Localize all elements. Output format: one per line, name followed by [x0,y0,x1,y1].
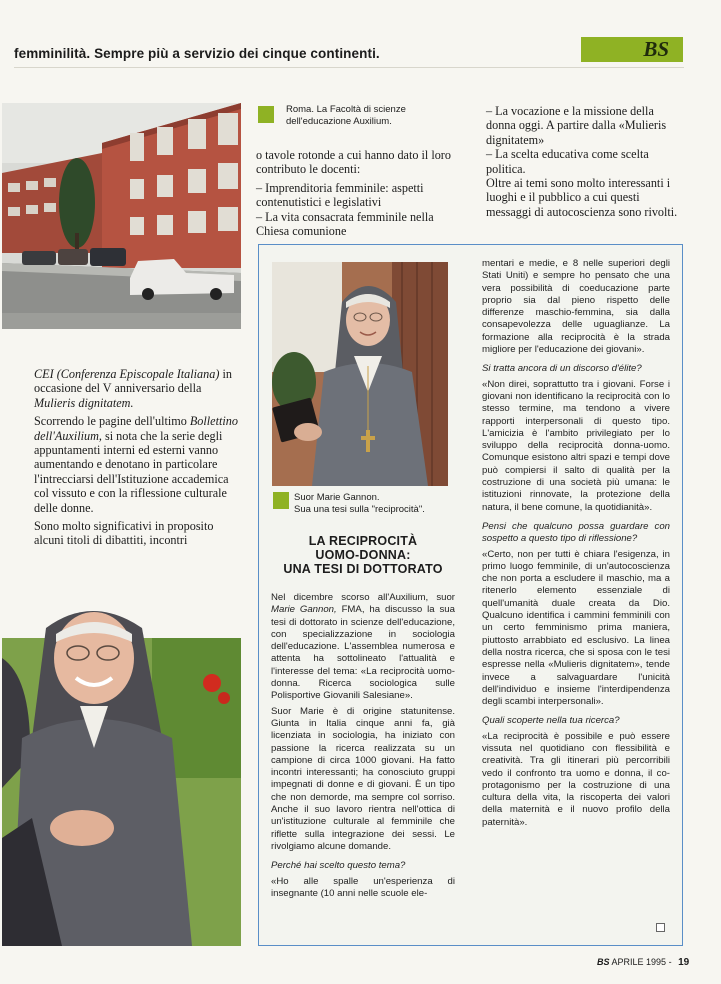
footer-issue: APRILE 1995 - [611,957,672,967]
paragraph: – Imprenditoria femminile: aspetti contenutistici e legislativi [256,180,424,210]
header-divider [14,67,684,68]
text-run: CEI [34,367,54,381]
smiling-sister-photo [2,588,241,946]
paragraph: Suor Marie è di origine statunitense. Giunta in Italia cinque anni fa, già licenziata in sociologia, ha iniziato con passione la ricerca realizzata su un campione di circa 1000 giovani. Ha fatto incontri interessanti; ha conosciuto gruppi impegnati di donne e di giovani. È un tipo che non demorde, ma sempre col sorriso. Anche il suo lavoro rientra nell'ottica di un'istituzione culturale al femminile che riflette sulla integrazione dei sessi. Le rivolgiamo alcune domande. [271,705,455,852]
paragraph [271,592,455,703]
interview-answer: «Certo, non per tutti è chiara l'esigenza, in primo luogo femminile, di un'autocoscienza che non porta a escludere il maschio, ma a ritenerlo elemento essenziale di quell'umanità duale creata da Dio. Qualcuno identifica i cammini femminili con un certo femminismo prima maniera, piuttosto arrabbiato ed esclusivo. La linea della nostra ricerca, che si sposa con le tesi espresse nella «Mulieris dignitatem», tende invece a salvaguardare l'unicità dell'individuo e insieme l'interdipendenza degli scambi interpersonali». [482,548,670,708]
caption-line: Sua una tesi sulla "reciprocità". [294,504,425,515]
text-run: Marie Gannon, [271,604,337,616]
page-footer [597,957,689,968]
interview-question: Quali scoperte nella tua ricerca? [482,715,620,727]
auxilium-building-photo [2,103,241,329]
magazine-badge: BS [581,37,683,62]
headline-line: UNA TESI DI DOTTORATO [283,562,443,576]
interview-question: Si tratta ancora di un discorso d'élite? [482,363,642,375]
headline-line: UOMO-DONNA: [315,548,411,562]
text-run: Nel dicembre scorso all'Auxilium, suor [271,592,455,603]
photo-caption-rome: Roma. La Facoltà di scienze dell'educazione Auxilium. [286,104,406,127]
caption-line: Suor Marie Gannon. [294,492,380,503]
text-run: FMA, ha discusso la sua tesi di dottorato in scienze dell'educazione, con specializzazione in sociologia dell'educazione. L'assemblea numerosa e attenta ha sottolineato l'attualità e l'interesse del tema: «La reciprocità uomo-donna. Ricerca sociologica sulle Polisportive Giovanili Salesiane». [271,604,455,702]
interview-question: Pensi che qualcuno possa guardare con sospetto a questo tipo di riflessione? [482,520,670,545]
headline-line: LA RECIPROCITÀ [308,534,418,548]
caption-marker [273,492,289,509]
text-run: Scorrendo le pagine dell'ultimo [34,414,190,429]
text-run: Bollettino dell'Auxilium, [34,414,238,443]
page-number: 19 [678,957,690,968]
text-run: si nota che la serie degli appuntamenti interni ed esterni vanno aumentando e denotano in particolare l'intrecciarsi dell'Istituzione accademica col vissuto e con la riflessione culturale delle donne. [34,428,229,515]
text-run: in occasione del V anniversario della [34,367,232,396]
sidebar-right-column [482,258,670,832]
interview-answer: mentari e medie, e 8 nelle superiori degli Stati Uniti) e sempre ho pensato che una vera possibilità di coeducazione parte proprio sia dal pieno rispetto delle differenze maschio-femmina, sia dalla consapevolezza delle uguaglianze. La formazione alla reciprocità è la strada migliore per l'educazione dei giovani». [482,258,670,356]
paragraph: Oltre ai temi sono molto interessanti i luoghi e il pubblico a cui questi messaggi di autocoscienza sono rivolti. [486,176,678,219]
paragraph: – La vita consacrata femminile nella Chiesa comunione [256,209,434,239]
marie-gannon-photo [272,262,448,486]
text-run: Mulieris dignitatem. [34,395,134,410]
caption-marker [258,106,274,123]
paragraph [34,367,242,410]
middle-column-text [256,148,468,242]
sidebar-headline [273,534,453,576]
interview-answer: «Non direi, soprattutto tra i giovani. Forse i giovani non identificano la reciprocità con lo stesso termine, ma tendono a vivere rapporti interpersonali di questo tipo. L'amicizia è l'ambito privilegiato per lo sviluppo della reciprocità donna-uomo. Comunque esistono altri spazi e tempi dove può compiersi il salto di qualità per la costruzione di una società più umana: le istituzioni rinnovate, la protezione della natura, il bene comune, la quotidianità». [482,378,670,513]
running-head: femminilità. Sempre più a servizio dei cinque continenti. [14,46,380,61]
paragraph [34,414,242,515]
end-of-article-mark [656,923,665,932]
paragraph: o tavole rotonde a cui hanno dato il loro contributo le docenti: [256,148,451,177]
right-column-text [486,104,686,223]
interview-answer: «Ho alle spalle un'esperienza di insegnante (10 anni nelle scuole ele- [271,875,455,899]
paragraph: Sono molto significativi in proposito alcuni titoli di dibattiti, incontri [34,519,214,548]
interview-answer: «La reciprocità è possibile e può essere vissuta nel quotidiano con flessibilità e creatività. Tra gli itinerari più percorribili vedo il confronto tra uomo e donna, il co-protagonismo per la costruzione di una cultura della vita, la riscoperta dei valori della maternità e il nuovo profilo della paternità». [482,730,670,828]
paragraph: – La vocazione e la missione della donna oggi. A partire dalla «Mulieris dignitatem» [486,104,667,147]
sidebar-left-column [271,592,455,903]
paragraph: – La scelta educativa come scelta politica. [486,147,649,176]
photo-caption-gannon [294,492,474,516]
footer-magazine: BS [597,957,610,967]
left-column-text [34,367,242,552]
interview-question: Perché hai scelto questo tema? [271,860,406,872]
text-run: (Conferenza Episcopale Italiana) [53,367,220,381]
